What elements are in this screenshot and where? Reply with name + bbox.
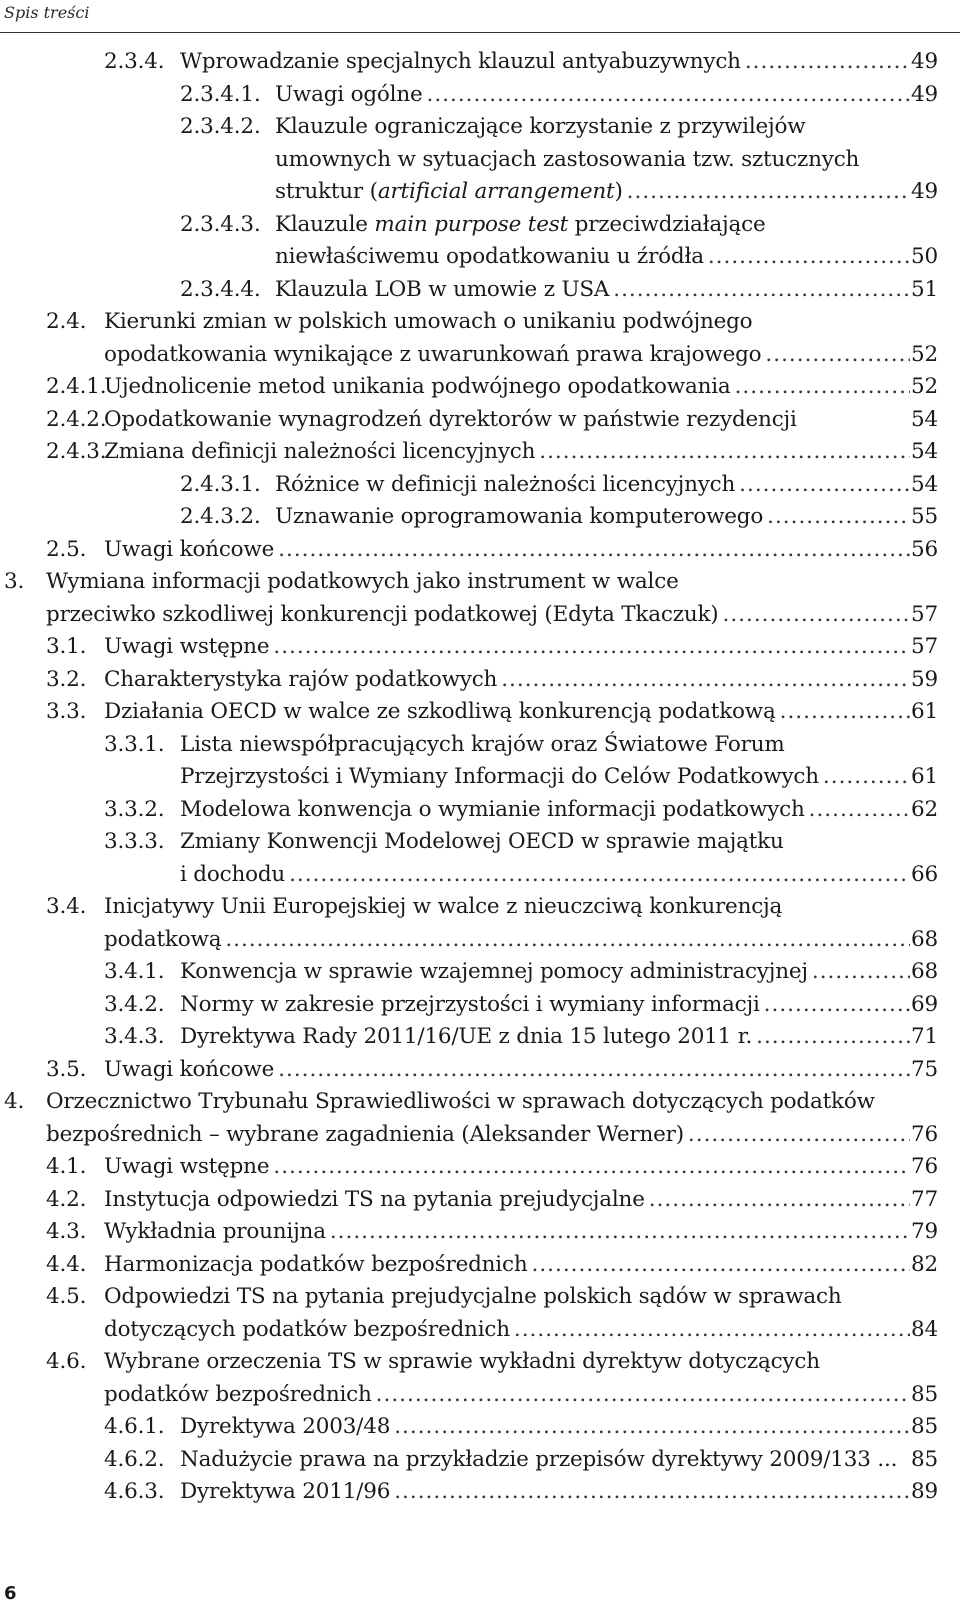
- toc-entry-title: [180, 989, 910, 1022]
- toc-entry-number: 4.4.: [46, 1251, 87, 1277]
- toc-entry[interactable]: [0, 696, 960, 729]
- toc-entry-title-line: Przejrzystości i Wymiany Informacji do Celów Podatkowych: [180, 764, 819, 789]
- toc-entry[interactable]: [0, 209, 960, 274]
- toc-entry-title: [104, 306, 910, 371]
- toc-entry[interactable]: [0, 436, 960, 469]
- toc-entry-number: 4.: [4, 1089, 25, 1114]
- toc-entry-page: 57: [911, 601, 938, 627]
- dot-leader: [756, 1021, 910, 1054]
- toc-entry[interactable]: [0, 501, 960, 534]
- toc-entry-title-line: Modelowa konwencja o wymianie informacji podatkowych: [180, 796, 805, 822]
- toc-entry-title: [104, 696, 910, 729]
- toc-entry[interactable]: [0, 566, 960, 631]
- toc-entry-title-line: i dochodu: [180, 861, 286, 887]
- toc-entry[interactable]: [0, 956, 960, 989]
- toc-entry-title-line: Lista niewspółpracujących krajów oraz Światowe Forum: [180, 731, 785, 757]
- toc-entry-title-line: Instytucja odpowiedzi TS na pytania prejudycjalne: [104, 1186, 645, 1212]
- toc-entry-title: [104, 404, 910, 437]
- toc-entry[interactable]: [0, 631, 960, 664]
- toc-entry-page: 85: [911, 1446, 938, 1472]
- toc-entry-title-line: Wprowadzanie specjalnych klauzul antyabuzywnych: [180, 49, 741, 74]
- dot-leader: [514, 1314, 910, 1347]
- toc-entry-title-line: Wymiana informacji podatkowych jako instrument w walce: [46, 569, 679, 594]
- toc-entry-page: 82: [911, 1251, 938, 1277]
- dot-leader: [739, 469, 910, 502]
- toc-entry[interactable]: [0, 729, 960, 794]
- dot-leader: [273, 631, 910, 664]
- toc-entry[interactable]: [0, 371, 960, 404]
- toc-entry-page: 89: [911, 1479, 938, 1504]
- toc-entry-title: [275, 501, 910, 534]
- toc-entry-title: [104, 1151, 910, 1184]
- toc-entry[interactable]: [0, 1054, 960, 1087]
- toc-entry[interactable]: [0, 989, 960, 1022]
- dot-leader: [801, 404, 910, 437]
- toc-entry-title-line: Klauzule main purpose test przeciwdziałające: [275, 211, 766, 237]
- toc-entry-title: [104, 1346, 910, 1411]
- dot-leader: [901, 1444, 910, 1477]
- toc-entry[interactable]: [0, 469, 960, 502]
- toc-entry-title: [104, 891, 910, 956]
- toc-entry-title-line: przeciwko szkodliwej konkurencji podatkowej (Edyta Tkaczuk): [46, 601, 719, 627]
- toc-entry-title-line: Ujednolicenie metod unikania podwójnego opodatkowania: [104, 374, 731, 399]
- toc-entry-title: [104, 1281, 910, 1346]
- toc-entry-page: 85: [911, 1381, 938, 1407]
- toc-entry-title-line: opodatkowania wynikające z uwarunkowań prawa krajowego: [104, 341, 762, 367]
- dot-leader: [765, 339, 910, 372]
- toc-entry-page: 56: [911, 536, 938, 562]
- dot-leader: [531, 1249, 910, 1282]
- toc-entry[interactable]: [0, 1281, 960, 1346]
- toc-entry-number: 3.4.3.: [104, 1024, 165, 1049]
- dot-leader: [289, 859, 910, 892]
- toc-entry-number: 2.4.2.: [46, 406, 107, 432]
- toc-entry-number: 3.4.1.: [104, 959, 165, 984]
- toc-entry-number: 3.4.2.: [104, 991, 165, 1017]
- dot-leader: [273, 1151, 910, 1184]
- toc-entry-number: 4.6.: [46, 1349, 87, 1374]
- toc-entry-title: [180, 794, 910, 827]
- toc-entry-page: 79: [911, 1219, 938, 1244]
- toc-entry-page: 50: [911, 244, 938, 269]
- toc-entry-page: 57: [911, 634, 938, 659]
- toc-entry-title-line: Inicjatywy Unii Europejskiej w walce z nieuczciwą konkurencją: [104, 894, 783, 919]
- toc-entry[interactable]: [0, 1476, 960, 1509]
- toc-entry-number: 4.5.: [46, 1284, 87, 1309]
- toc-entry-page: 54: [911, 406, 938, 432]
- toc-entry-number: 2.4.3.2.: [180, 504, 261, 529]
- toc-entry-title-line: struktur (artificial arrangement): [275, 179, 623, 204]
- toc-entry-title: [104, 1216, 910, 1249]
- toc-entry-page: 75: [911, 1056, 938, 1082]
- toc-entry-page: 51: [911, 276, 938, 302]
- toc-entry-page: 49: [911, 179, 938, 204]
- dot-leader: [613, 274, 910, 307]
- dot-leader: [649, 1184, 910, 1217]
- toc-entry-page: 49: [911, 49, 938, 74]
- toc-entry-page: 68: [911, 959, 938, 984]
- toc-entry-title: [104, 534, 910, 567]
- toc-entry-number: 2.4.1.: [46, 374, 107, 399]
- dot-leader: [809, 794, 910, 827]
- toc-entry-number: 2.5.: [46, 536, 87, 562]
- toc-entry-number: 3.3.: [46, 699, 87, 724]
- toc-entry-title: [180, 956, 910, 989]
- toc-entry-title: [104, 371, 910, 404]
- toc-entry-number: 2.4.3.: [46, 439, 107, 464]
- toc-entry-number: 4.6.1.: [104, 1414, 165, 1439]
- toc-entry[interactable]: [0, 1184, 960, 1217]
- toc-entry-title-line: Normy w zakresie przejrzystości i wymiany informacji: [180, 991, 760, 1017]
- toc-entry-title-line: podatkową: [104, 926, 222, 952]
- toc-entry[interactable]: [0, 1346, 960, 1411]
- toc-entry[interactable]: [0, 664, 960, 697]
- toc-entry[interactable]: [0, 1086, 960, 1151]
- toc-entry-title: [104, 1249, 910, 1282]
- toc-entry-number: 3.3.2.: [104, 796, 165, 822]
- toc-entry-title-line: Nadużycie prawa na przykładzie przepisów dyrektywy 2009/133 ...: [180, 1446, 898, 1472]
- dot-leader: [427, 79, 910, 112]
- toc-entry-number: 4.1.: [46, 1154, 87, 1179]
- toc-entry-title-line: Klauzule ograniczające korzystanie z przywilejów: [275, 114, 806, 139]
- toc-entry[interactable]: [0, 534, 960, 567]
- toc-entry-title: [180, 46, 910, 79]
- toc-entry-number: 3.3.3.: [104, 829, 165, 854]
- toc-entry[interactable]: [0, 1249, 960, 1282]
- dot-leader: [722, 599, 910, 632]
- toc-entry-number: 3.1.: [46, 634, 87, 659]
- header-title: Spis treści: [4, 3, 90, 22]
- toc-entry-title-line: Uwagi końcowe: [104, 1056, 275, 1082]
- toc-entry-page: 76: [911, 1121, 938, 1147]
- toc-entry[interactable]: [0, 891, 960, 956]
- toc-entry-page: 84: [911, 1316, 938, 1342]
- toc-entry-page: 55: [911, 504, 938, 529]
- toc-entry-page: 71: [911, 1024, 938, 1049]
- toc-entry-title: [275, 209, 910, 274]
- dot-leader: [780, 696, 910, 729]
- toc-entry-number: 3.2.: [46, 666, 87, 692]
- toc-entry-title-line: Harmonizacja podatków bezpośrednich: [104, 1251, 528, 1277]
- toc-entry-title: [180, 1411, 910, 1444]
- toc-entry-number: 2.4.3.1.: [180, 471, 261, 497]
- toc-entry-page: 62: [911, 796, 938, 822]
- toc-entry-title: [104, 664, 910, 697]
- toc-entry-title: [46, 1086, 910, 1151]
- dot-leader: [501, 664, 910, 697]
- dot-leader: [708, 241, 910, 274]
- toc-entry-page: 52: [911, 374, 938, 399]
- toc-entry-page: 54: [911, 439, 938, 464]
- dot-leader: [376, 1379, 910, 1412]
- toc-entry-title: [104, 436, 910, 469]
- toc-entry-number: 3.: [4, 569, 25, 594]
- toc-entry-title-line: Dyrektywa Rady 2011/16/UE z dnia 15 lutego 2011 r.: [180, 1024, 753, 1049]
- toc-entry[interactable]: [0, 404, 960, 437]
- table-of-contents: [0, 46, 960, 1509]
- toc-entry-title: [104, 631, 910, 664]
- toc-entry-number: 2.4.: [46, 309, 87, 334]
- toc-entry-number: 4.6.2.: [104, 1446, 165, 1472]
- toc-entry-title: [180, 1444, 910, 1477]
- dot-leader: [225, 924, 910, 957]
- toc-entry-title-line: Charakterystyka rajów podatkowych: [104, 666, 498, 692]
- toc-entry-title-line: Uwagi ogólne: [275, 81, 423, 107]
- running-header: [0, 0, 960, 33]
- dot-leader: [394, 1476, 910, 1509]
- dot-leader: [745, 46, 910, 79]
- toc-entry-title: [104, 1054, 910, 1087]
- toc-entry-title-line: Wybrane orzeczenia TS w sprawie wykładni dyrektyw dotyczących: [104, 1349, 820, 1374]
- toc-entry-title-line: Zmiany Konwencji Modelowej OECD w sprawie majątku: [180, 829, 784, 854]
- dot-leader: [767, 501, 910, 534]
- toc-entry-title-line: umownych w sytuacjach zastosowania tzw. sztucznych: [275, 146, 860, 172]
- toc-entry[interactable]: [0, 1444, 960, 1477]
- toc-entry-title-line: Opodatkowanie wynagrodzeń dyrektorów w państwie rezydencji: [104, 406, 797, 432]
- toc-entry-number: 2.3.4.3.: [180, 211, 261, 237]
- toc-entry-title-line: niewłaściwemu opodatkowaniu u źródła: [275, 244, 704, 269]
- dot-leader: [735, 371, 910, 404]
- toc-entry-title-line: Klauzula LOB w umowie z USA: [275, 276, 610, 302]
- toc-entry-title-line: bezpośrednich – wybrane zagadnienia (Aleksander Werner): [46, 1121, 684, 1147]
- toc-entry-title: [275, 111, 910, 209]
- toc-entry[interactable]: [0, 306, 960, 371]
- toc-entry-title: [275, 274, 910, 307]
- toc-entry-page: 59: [911, 666, 938, 692]
- toc-entry-title-line: Dyrektywa 2003/48: [180, 1414, 391, 1439]
- dot-leader: [394, 1411, 910, 1444]
- toc-entry-title: [180, 1021, 910, 1054]
- toc-entry-title-line: Uwagi końcowe: [104, 536, 275, 562]
- toc-entry-title-line: Odpowiedzi TS na pytania prejudycjalne polskich sądów w sprawach: [104, 1284, 842, 1309]
- toc-entry-page: 66: [911, 861, 938, 887]
- toc-entry-title-line: Zmiana definicji należności licencyjnych: [104, 439, 536, 464]
- toc-entry-title-line: Działania OECD w walce ze szkodliwą konkurencją podatkową: [104, 699, 776, 724]
- toc-entry-title: [180, 1476, 910, 1509]
- toc-entry-page: 77: [911, 1186, 938, 1212]
- toc-entry-number: 4.6.3.: [104, 1479, 165, 1504]
- toc-entry[interactable]: [0, 794, 960, 827]
- dot-leader: [688, 1119, 910, 1152]
- toc-entry-number: 2.3.4.2.: [180, 114, 261, 139]
- toc-entry[interactable]: [0, 1216, 960, 1249]
- dot-leader: [764, 989, 910, 1022]
- toc-entry-title-line: Kierunki zmian w polskich umowach o unikaniu podwójnego: [104, 309, 753, 334]
- toc-entry-title-line: Uznawanie oprogramowania komputerowego: [275, 504, 764, 529]
- toc-entry-page: 52: [911, 341, 938, 367]
- toc-entry-title-line: Konwencja w sprawie wzajemnej pomocy administracyjnej: [180, 959, 808, 984]
- toc-entry[interactable]: [0, 46, 960, 79]
- toc-entry-title-line: podatków bezpośrednich: [104, 1381, 372, 1407]
- toc-entry-page: 76: [911, 1154, 938, 1179]
- toc-entry-title: [46, 566, 910, 631]
- toc-entry-page: 69: [911, 991, 938, 1017]
- toc-entry[interactable]: [0, 1151, 960, 1184]
- dot-leader: [823, 761, 910, 794]
- toc-entry-title-line: Uwagi wstępne: [104, 634, 270, 659]
- dot-leader: [539, 436, 910, 469]
- toc-entry-number: 4.3.: [46, 1219, 87, 1244]
- toc-entry-title: [180, 826, 910, 891]
- dot-leader: [278, 1054, 910, 1087]
- toc-entry[interactable]: [0, 111, 960, 209]
- toc-entry-number: 4.2.: [46, 1186, 87, 1212]
- toc-entry-page: 49: [911, 81, 938, 107]
- toc-entry-number: 3.4.: [46, 894, 87, 919]
- toc-entry[interactable]: [0, 1021, 960, 1054]
- page-number: 6: [4, 1583, 17, 1604]
- toc-entry-number: 2.3.4.: [104, 49, 165, 74]
- toc-entry-title-line: dotyczących podatków bezpośrednich: [104, 1316, 510, 1342]
- dot-leader: [627, 176, 910, 209]
- toc-entry-title-line: Wykładnia prounijna: [104, 1219, 326, 1244]
- toc-entry-page: 61: [911, 764, 938, 789]
- dot-leader: [812, 956, 910, 989]
- toc-entry-title: [104, 1184, 910, 1217]
- dot-leader: [330, 1216, 910, 1249]
- toc-entry-title-line: Uwagi wstępne: [104, 1154, 270, 1179]
- toc-entry-title-line: Orzecznictwo Trybunału Sprawiedliwości w sprawach dotyczących podatków: [46, 1089, 875, 1114]
- toc-entry-page: 61: [911, 699, 938, 724]
- toc-entry-title: [275, 79, 910, 112]
- toc-entry[interactable]: [0, 826, 960, 891]
- toc-entry-page: 54: [911, 471, 938, 497]
- toc-entry-number: 2.3.4.4.: [180, 276, 261, 302]
- toc-entry[interactable]: [0, 274, 960, 307]
- toc-entry-title: [275, 469, 910, 502]
- toc-entry-title: [180, 729, 910, 794]
- toc-entry-page: 68: [911, 926, 938, 952]
- toc-entry-title-line: Różnice w definicji należności licencyjnych: [275, 471, 736, 497]
- dot-leader: [278, 534, 910, 567]
- toc-entry-number: 3.5.: [46, 1056, 87, 1082]
- toc-entry-number: 3.3.1.: [104, 731, 165, 757]
- toc-entry-number: 2.3.4.1.: [180, 81, 261, 107]
- toc-entry-page: 85: [911, 1414, 938, 1439]
- toc-entry[interactable]: [0, 1411, 960, 1444]
- toc-entry[interactable]: [0, 79, 960, 112]
- toc-entry-title-line: Dyrektywa 2011/96: [180, 1479, 391, 1504]
